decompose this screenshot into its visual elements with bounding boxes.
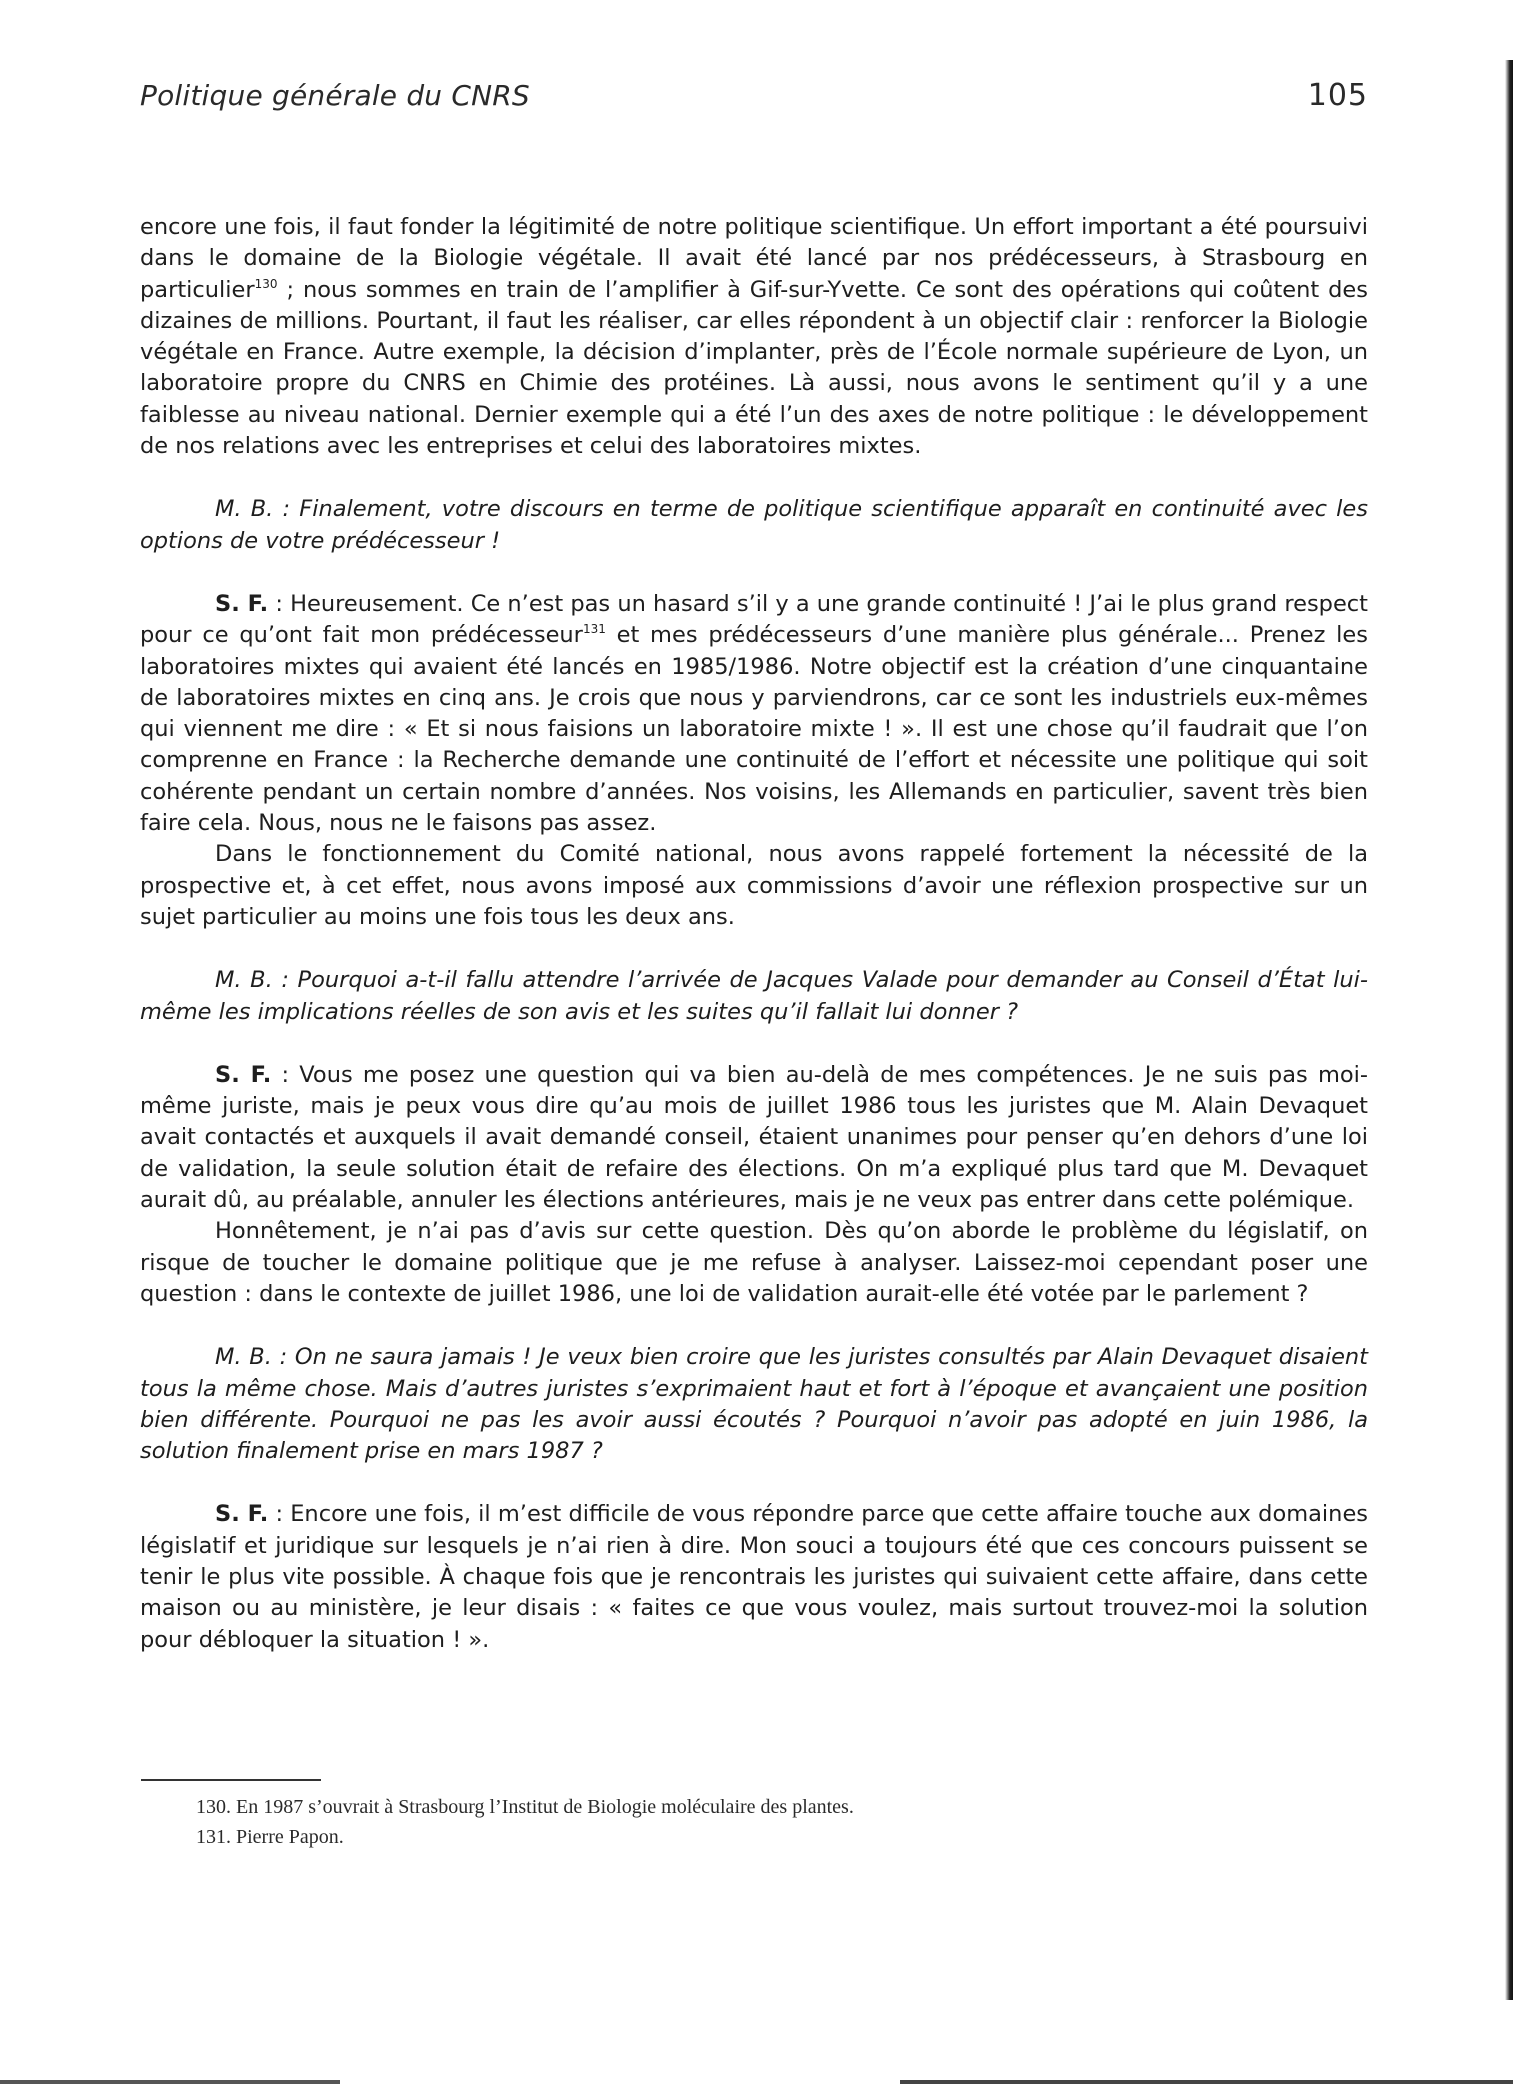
footnote-separator	[141, 1779, 321, 1781]
question-mb-1: M. B. : Finalement, votre discours en terme de politique scientifique apparaît en continuité avec les options de votre prédécesseur !	[140, 496, 1368, 554]
footnotes	[196, 1792, 1296, 1852]
paragraph-continuation: encore une fois, il faut fonder la légitimité de notre politique scientifique. Un effort important a été poursuivi dans le domaine de la Biologie végétale. Il avait été lancé par nos prédécesseurs, à Strasbourg en particulier$^{130}$ ; nous sommes en train de l’amplifier à Gif-sur-Yvette. Ce sont des opérations qui coûtent des dizaines de millions. Pourtant, il faut les réaliser, car elles répondent à un objectif clair : renforcer la Biologie végétale en France. Autre exemple, la décision d’implanter, près de l’École normale supérieure de Lyon, un laboratoire propre du CNRS en Chimie des protéines. Là aussi, nous avons le sentiment qu’il y a une faiblesse au niveau national. Dernier exemple qui a été l’un des axes de notre politique : le développement de nos relations avec les entreprises et celui des laboratoires mixtes.	[140, 214, 1368, 460]
body-text	[140, 212, 1368, 1656]
speaker-label: M. B.	[215, 967, 273, 994]
speaker-label: S. F.	[215, 1061, 272, 1088]
footnote-130: 130. En 1987 s’ouvrait à Strasbourg l’Institut de Biologie moléculaire des plantes.	[196, 1796, 854, 1818]
answer-sf-1-continued: Dans le fonctionnement du Comité national, nous avons rappelé fortement la nécessité de la prospective et, à cet effet, nous avons imposé aux commissions d’avoir une réflexion prospective sur un sujet particulier au moins une fois tous les deux ans.	[140, 841, 1368, 930]
answer-sf-2-continued: Honnêtement, je n’ai pas d’avis sur cette question. Dès qu’on aborde le problème du législatif, on risque de toucher le domaine politique que je me refuse à analyser. Laissez-moi cependant poser une question : dans le contexte de juillet 1986, une loi de validation aurait-elle été votée par le parlement ?	[140, 1218, 1368, 1307]
answer-sf-3: S. F. : Encore une fois, il m’est difficile de vous répondre parce que cette affaire touche aux domaines législatif et juridique sur lesquels je n’ai rien à dire. Mon souci a toujours été que ces concours puissent se tenir le plus vite possible. À chaque fois que je rencontrais les juristes qui suivaient cette affaire, dans cette maison ou au ministère, je leur disais : « faites ce que vous voulez, mais surtout trouvez-moi la solution pour débloquer la situation ! ».	[140, 1501, 1369, 1653]
scan-edge-shadow	[900, 2080, 1513, 2084]
scan-edge-shadow	[1505, 60, 1513, 2000]
question-mb-2: M. B. : Pourquoi a-t-il fallu attendre l’arrivée de Jacques Valade pour demander au Conseil d’État lui-même les implications réelles de son avis et les suites qu’il fallait lui donner ?	[140, 967, 1368, 1025]
scan-edge-shadow	[0, 2080, 340, 2084]
page-number: 105	[1307, 78, 1368, 113]
speaker-label: M. B.	[215, 1344, 272, 1371]
answer-sf-1: S. F. : Heureusement. Ce n’est pas un hasard s’il y a une grande continuité ! J’ai le plus grand respect pour ce qu’ont fait mon prédécesseur$^{131}$ et mes prédécesseurs d’une manière plus générale... Prenez les laboratoires mixtes qui avaient été lancés en 1985/1986. Notre objectif est la création d’une cinquantaine de laboratoires mixtes en cinq ans. Je crois que nous y parviendrons, car ce sont les industriels eux-mêmes qui viennent me dire : « Et si nous faisions un laboratoire mixte ! ». Il est une chose qu’il faudrait que l’on comprenne en France : la Recherche demande une continuité de l’effort et nécessite une politique qui soit cohérente pendant un certain nombre d’années. Nos voisins, les Allemands en particulier, savent très bien faire cela. Nous, nous ne le faisons pas assez.	[140, 590, 1368, 837]
footnote-131: 131. Pierre Papon.	[196, 1826, 344, 1848]
footnote-ref-130[interactable]: 130	[254, 276, 278, 291]
running-title: Politique générale du CNRS	[140, 79, 530, 112]
question-mb-3: M. B. : On ne saura jamais ! Je veux bien croire que les juristes consultés par Alain Devaquet disaient tous la même chose. Mais d’autres juristes s’exprimaient haut et fort à l’époque et avançaient une position bien différente. Pourquoi ne pas les avoir aussi écoutés ? Pourquoi n’avoir pas adopté en juin 1986, la solution finalement prise en mars 1987 ?	[140, 1344, 1369, 1465]
speaker-label: S. F.	[215, 1501, 269, 1528]
running-header	[140, 78, 1368, 113]
footnote-ref-131[interactable]: 131	[582, 622, 606, 637]
speaker-label: M. B.	[215, 496, 274, 523]
speaker-label: S. F.	[215, 590, 269, 617]
answer-sf-2: S. F. : Vous me posez une question qui va bien au-delà de mes compétences. Je ne suis pas moi-même juriste, mais je peux vous dire qu’au mois de juillet 1986 tous les juristes que M. Alain Devaquet avait contactés et auxquels il avait demandé conseil, étaient unanimes pour penser qu’en dehors d’une loi de validation, la seule solution était de refaire des élections. On m’a expliqué plus tard que M. Devaquet aurait dû, au préalable, annuler les élections antérieures, mais je ne veux pas entrer dans cette polémique.	[140, 1061, 1368, 1214]
